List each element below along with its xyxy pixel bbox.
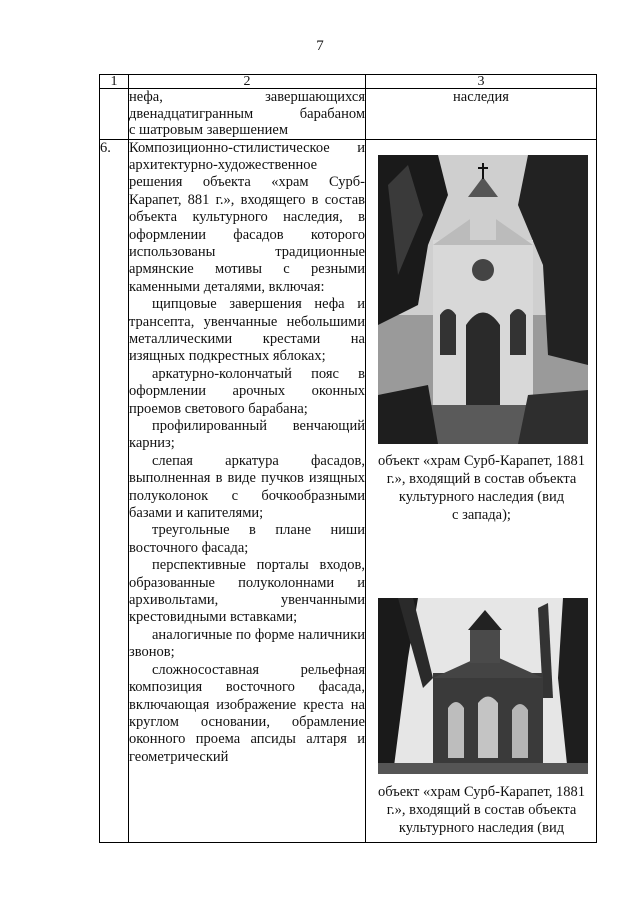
table-header-row [100, 75, 597, 89]
continuation-col3-text: наследия [453, 89, 509, 105]
description-item: перспективные порталы входов, образованные полуколоннами и архивольтами, увенчанными крестовидными вставками; [129, 557, 365, 626]
continuation-col3-cell [366, 89, 597, 140]
continuation-line-2: двенадцатигранным барабаном [129, 105, 365, 122]
description-item: сложносоставная рельефная композиция восточного фасада, включающая изображение креста на круглом основании, обрамление оконного проема апсиды алтаря и геометрический [129, 661, 365, 765]
caption-line: объект «храм Сурб-Карапет, 1881 [377, 452, 586, 469]
continuation-line-1: нефа, завершающихся [129, 89, 365, 105]
description-item: профилированный венчающий карниз; [129, 418, 365, 452]
church-west-view-photo [378, 155, 588, 444]
description-item: аналогичные по форме наличники звонов; [129, 626, 365, 661]
caption-line: культурного наследия (вид [398, 488, 565, 505]
table-row-continuation [100, 89, 597, 140]
description-intro: Композиционно-стилистическое и архитектурно-художественное решения объекта «храм Сурб-Карапет, 881 г.», входящего в состав объекта культурного наследия, в оформлении фасадов которого использованы традиционные армянские мотивы с резными каменными деталями, включая: [129, 139, 365, 295]
caption-line: г.», входящий в состав объекта [386, 470, 577, 487]
heritage-table [99, 74, 597, 843]
caption-line: г.», входящий в состав объекта [386, 801, 577, 818]
caption-line: культурного наследия (вид [398, 819, 565, 836]
description-item: треугольные в плане ниши восточного фасада; [129, 522, 365, 556]
continuation-text-cell [129, 89, 366, 140]
continuation-line-3: с шатровым завершением [129, 122, 289, 138]
row-description [129, 139, 366, 842]
header-col-2: 2 [129, 75, 366, 89]
description-item: щипцовые завершения нефа и трансепта, увенчанные небольшими металлическими крестами на изящных подкрестных яблоках; [129, 296, 365, 365]
caption-line: объект «храм Сурб-Карапет, 1881 [377, 783, 586, 800]
church-east-view-photo [378, 598, 588, 774]
photo2-caption [366, 783, 597, 837]
photo1-caption [366, 452, 597, 524]
row-number: 6. [100, 139, 129, 842]
page-number: 7 [316, 38, 324, 54]
description-item: слепая аркатура фасадов, выполненная в виде пучков изящных полуколонок с бочкообразными базами и капителями; [129, 452, 365, 522]
continuation-number-cell [100, 89, 129, 140]
header-col-1: 1 [100, 75, 129, 89]
table-row-6 [100, 139, 597, 842]
caption-line: с запада); [452, 506, 511, 523]
row-photos [366, 139, 597, 842]
header-col-3: 3 [366, 75, 597, 89]
description-item: аркатурно-колончатый пояс в оформлении арочных оконных проемов светового барабана; [129, 365, 365, 417]
